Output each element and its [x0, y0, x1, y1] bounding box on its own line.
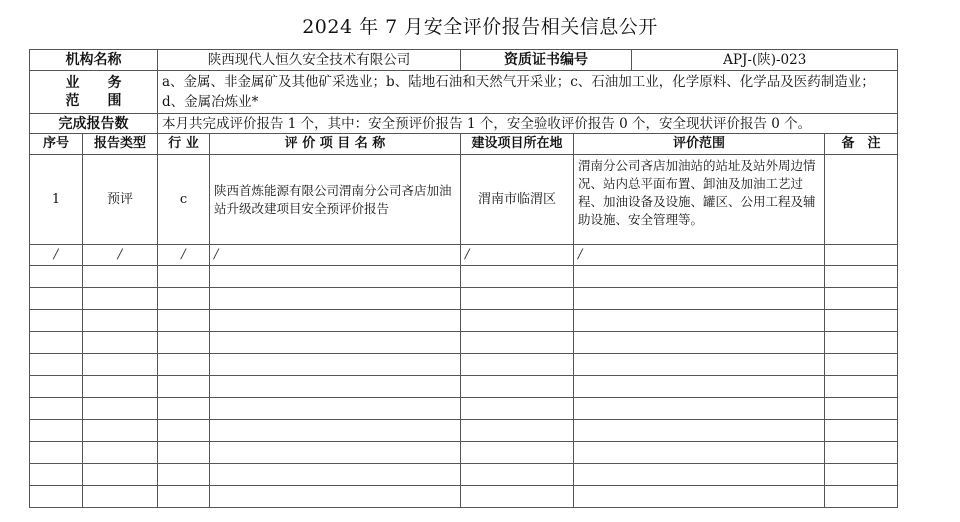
header-cell: 备 注: [825, 134, 898, 155]
row-number: 1: [30, 155, 83, 245]
slash-cell: /: [83, 245, 158, 266]
empty-row: [30, 332, 898, 354]
row-industry: c: [158, 155, 210, 245]
empty-row: [30, 442, 898, 464]
empty-row: [30, 464, 898, 486]
report-table: [29, 49, 898, 508]
slash-cell: /: [30, 245, 83, 266]
page-title: 2024 年 7 月安全评价报告相关信息公开: [302, 16, 658, 38]
cert-label: 资质证书编号: [461, 50, 632, 70]
scope-label-line2: 范 围: [65, 93, 122, 109]
slash-cell: /: [210, 245, 461, 266]
scope-label: [30, 71, 158, 114]
header-cell: 序号: [30, 134, 83, 155]
row-location: 渭南市临渭区: [461, 155, 574, 245]
table-header-row: [30, 134, 898, 155]
slash-cell: [825, 245, 898, 266]
slash-cell: /: [461, 245, 574, 266]
row-eval-scope: 渭南分公司吝店加油站的站址及站外周边情况、站内总平面布置、卸油及加油工艺过程、加油设备及设施、罐区、公用工程及辅助设施、安全管理等。: [574, 155, 825, 245]
empty-row: [30, 310, 898, 332]
count-value: 本月共完成评价报告 1 个，其中：安全预评价报告 1 个，安全验收评价报告 0 个，安全现状评价报告 0 个。: [158, 114, 898, 134]
header-cell: 建设项目所在地: [461, 134, 574, 155]
header-cell: 行 业: [158, 134, 210, 155]
table-row: [30, 245, 898, 266]
row-remark: [825, 155, 898, 245]
table-row: [30, 155, 898, 245]
empty-row: [30, 398, 898, 420]
empty-row: [30, 266, 898, 288]
header-cell: 报告类型: [83, 134, 158, 155]
empty-row: [30, 354, 898, 376]
cert-value-cell: [825, 50, 898, 71]
empty-row: [30, 288, 898, 310]
slash-cell: /: [574, 245, 825, 266]
slash-cell: /: [158, 245, 210, 266]
row-project-name: 陕西首炼能源有限公司渭南分公司吝店加油站升级改建项目安全预评价报告: [210, 155, 461, 245]
header-cell: 评价范围: [574, 134, 825, 155]
header-cell: 评 价 项 目 名 称: [210, 134, 461, 155]
scope-row: [30, 71, 898, 114]
org-name-label: 机构名称: [30, 50, 158, 71]
empty-row: [30, 486, 898, 508]
count-label: 完成报告数: [30, 114, 158, 134]
empty-row: [30, 420, 898, 442]
empty-row: [30, 376, 898, 398]
scope-value: a、金属、非金属矿及其他矿采选业；b、陆地石油和天然气开采业；c、石油加工业，化学原料、化学品及医药制造业；d、金属冶炼业*: [158, 71, 898, 114]
cert-value: APJ-(陕)-023: [723, 52, 807, 68]
row-report-type: 预评: [83, 155, 158, 245]
count-row: [30, 114, 898, 134]
scope-label-line1: 业 务: [65, 75, 122, 91]
org-name-value: 陕西现代人恒久安全技术有限公司: [158, 50, 461, 71]
